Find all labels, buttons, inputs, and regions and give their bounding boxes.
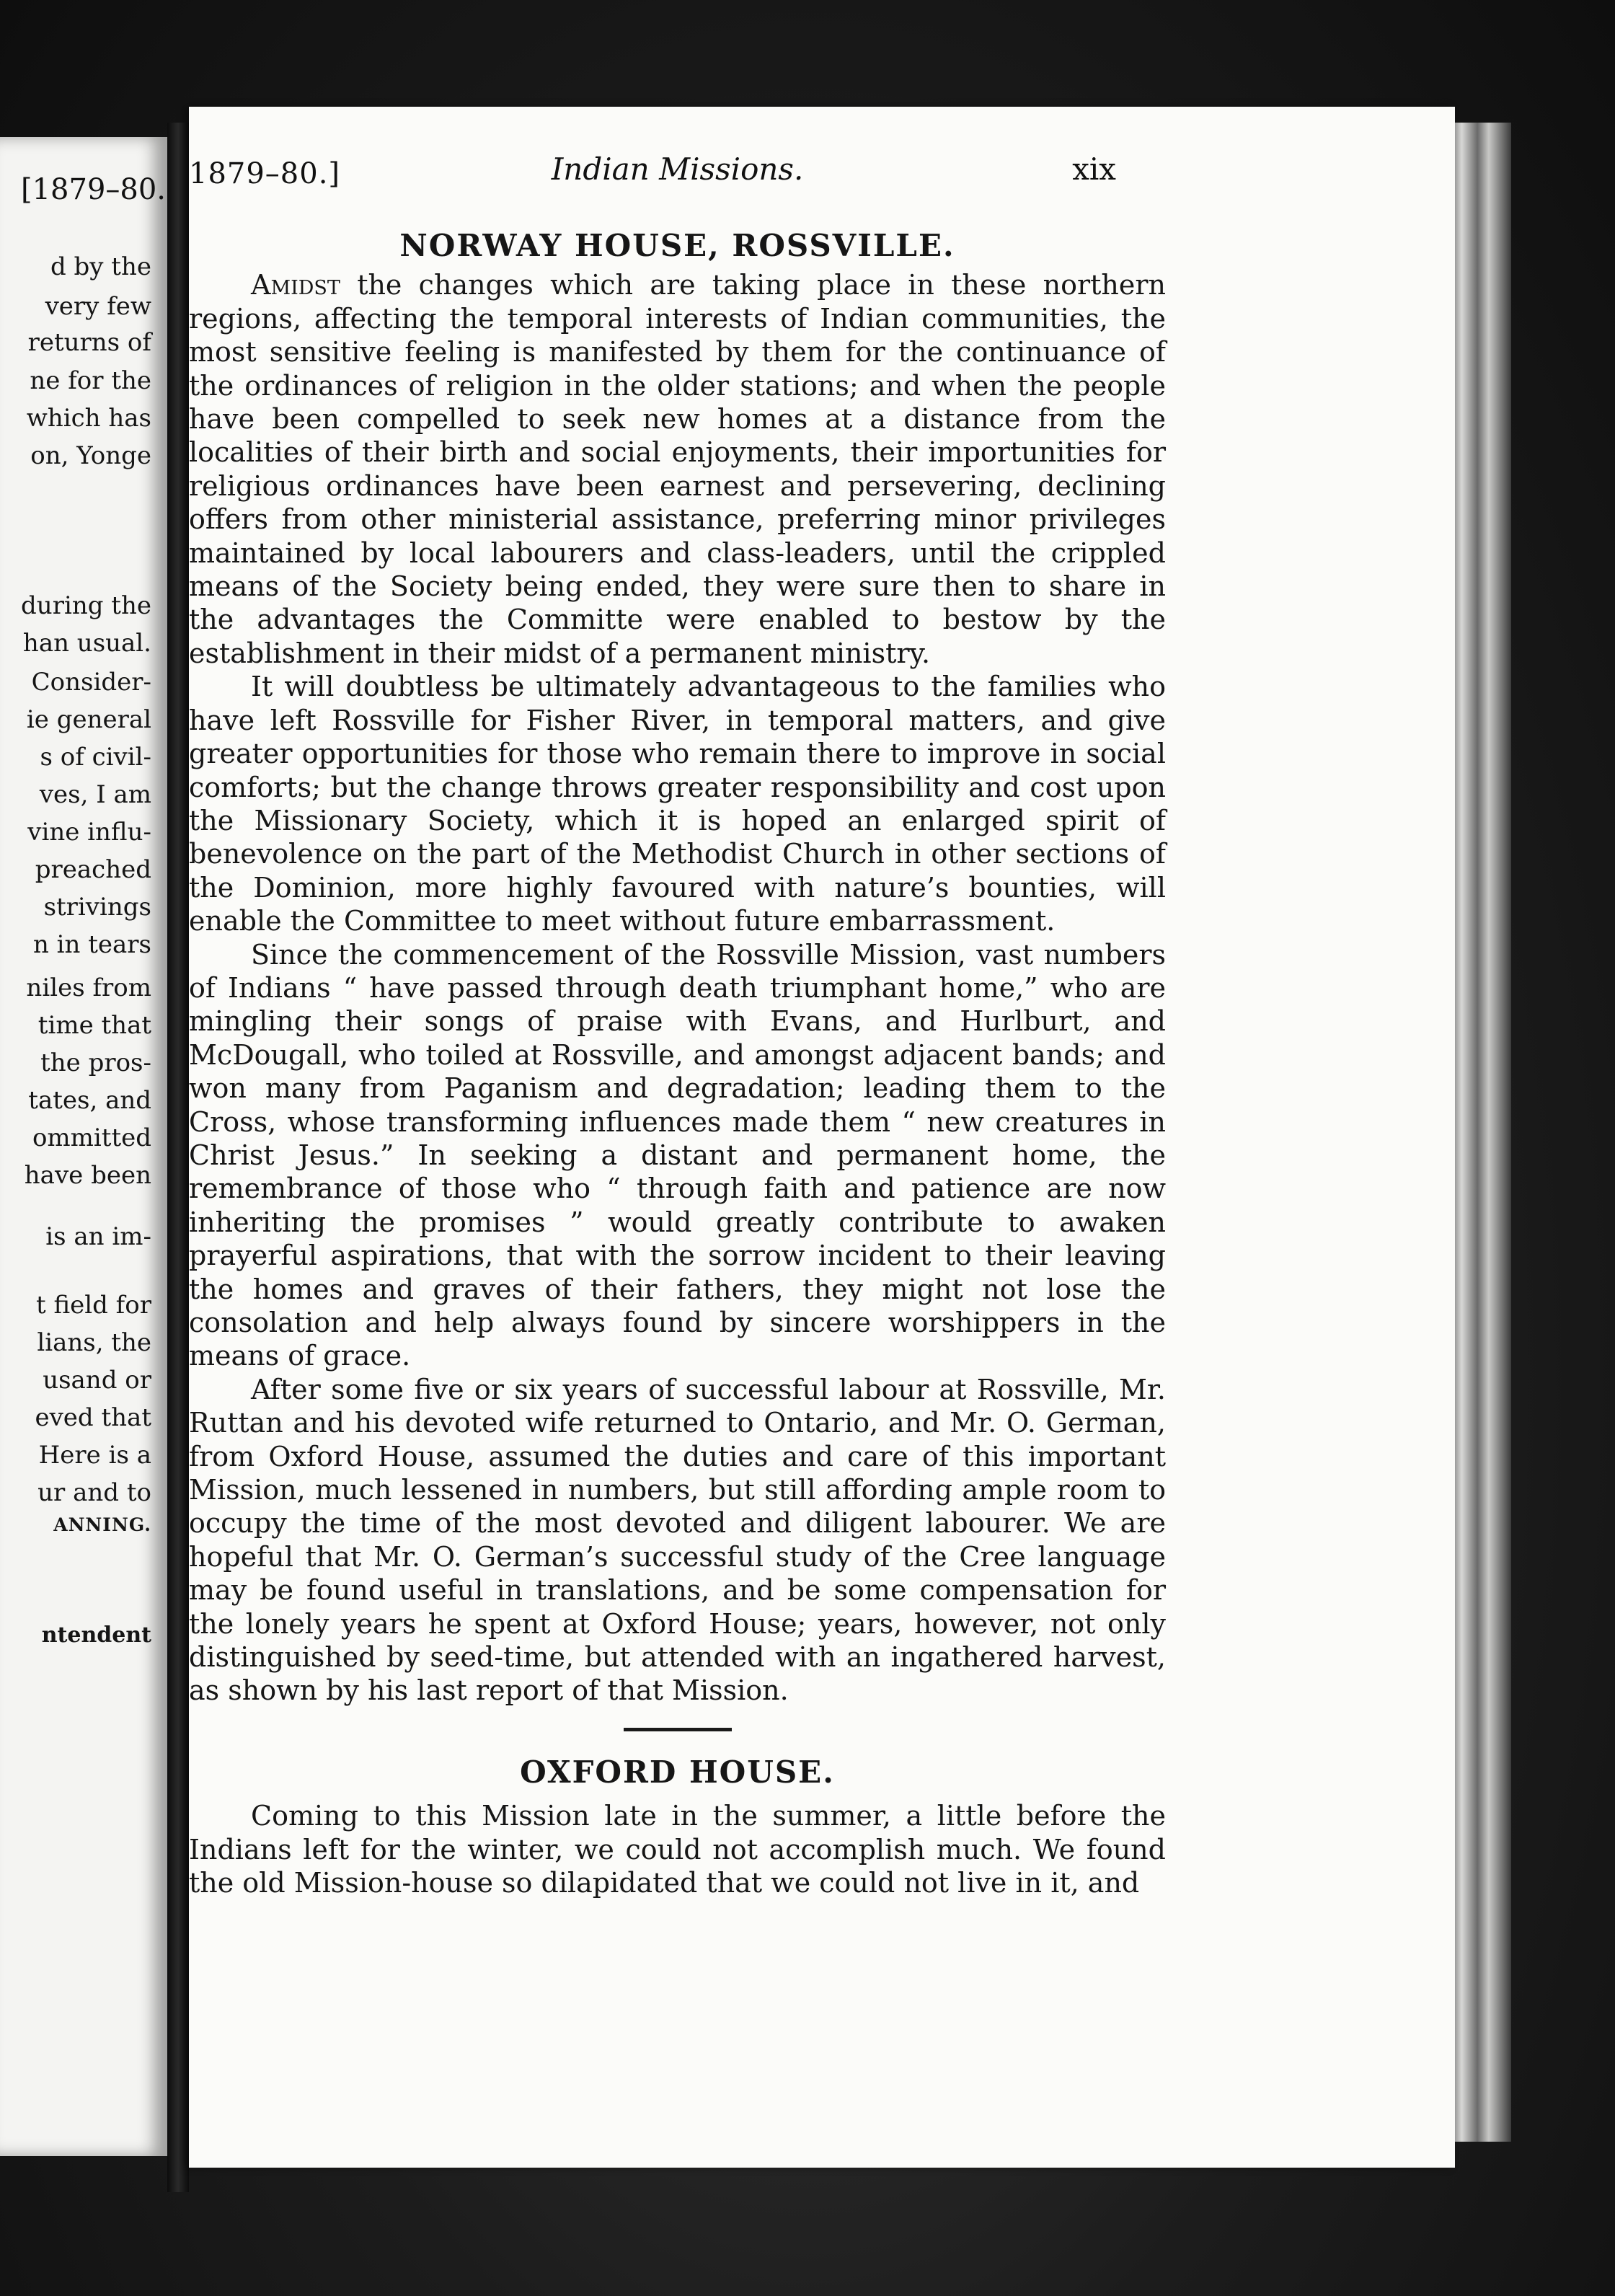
left-page-line: Consider- — [31, 668, 151, 697]
page-edge-stack — [1455, 123, 1511, 2142]
paragraph: After some five or six years of successful labour at Rossville, Mr. Ruttan and his devoted wife returned to Ontario, and Mr. O. German, from Oxford House, assumed the duties and care of this important Mission, much lessened in numbers, but still affording ample room to occupy the time of the most devoted and diligent labourer. We are hopeful that Mr. O. German’s successful study of the Cree language may be found useful in translations, and be some compensation for the lonely years he spent at Oxford House; years, however, not only distinguished by seed-time, but attended with an ingathered harvest, as shown by his last report of that Mission. — [189, 1373, 1166, 1707]
right-page — [189, 107, 1455, 2168]
left-page-line: Here is a — [38, 1441, 151, 1470]
left-page-line: returns of — [27, 328, 151, 357]
left-page-line: which has — [26, 404, 151, 433]
main-text-column — [189, 229, 1166, 1900]
left-page-line: t field for — [35, 1291, 151, 1320]
left-page-line: on, Yonge — [30, 441, 151, 470]
paragraph: Coming to this Mission late in the summer, a little before the Indians left for the winter, we could not accomplish much. We found the old Mission-house so dilapidated that we could not live in it, and — [189, 1800, 1166, 1899]
left-page-line: ntendent — [41, 1622, 151, 1648]
left-page-line: lians, the — [37, 1328, 151, 1357]
running-head-date: 1879–80.] — [189, 157, 341, 190]
left-page-line: have been — [24, 1161, 151, 1190]
left-page-line: ommitted — [32, 1123, 151, 1152]
left-page-line: s of civil- — [40, 743, 151, 772]
section-divider — [624, 1728, 732, 1731]
page-number: xix — [1072, 151, 1116, 187]
left-page-line: usand or — [43, 1366, 151, 1395]
left-page-line: ves, I am — [39, 780, 151, 809]
paragraph: Since the commencement of the Rossville Mission, vast numbers of Indians “ have passed through death triumphant home,” who are mingling their songs of praise with Evans, and Hurlburt, and McDougall, who toiled at Rossville, and amongst adjacent bands; and won many from Paganism and degradation; leading them to the Cross, whose transforming influences made them “ new creatures in Christ Jesus.” In seeking a distant and permanent home, the remembrance of those who “ through faith and patience are now inheriting the promises ” would greatly contribute to awaken prayerful aspirations, that with the sorrow incident to their leaving the homes and graves of their fathers, they might not lose the consolation and help always found by sincere worshippers in the means of grace. — [189, 938, 1166, 1372]
left-page-line: d by the — [50, 252, 151, 281]
section-title-norway-house: NORWAY HOUSE, ROSSVILLE. — [399, 228, 955, 263]
left-running-head: [1879–80. — [20, 173, 166, 206]
running-head — [189, 151, 1455, 195]
left-page-line: tates, and — [28, 1086, 151, 1115]
book-gutter — [167, 123, 189, 2192]
left-page-line: ANNING. — [53, 1514, 151, 1535]
left-page-line: ie general — [26, 705, 151, 734]
left-page-line: very few — [45, 292, 151, 321]
left-page-line: niles from — [26, 973, 151, 1002]
left-page-line: preached — [35, 855, 151, 884]
running-head-title: Indian Missions. — [551, 151, 804, 187]
lead-word: Amidst — [251, 269, 340, 301]
left-page-line: ur and to — [37, 1478, 151, 1507]
left-page-line: time that — [37, 1011, 151, 1040]
paragraph: Amidst the changes which are taking place in these northern regions, affecting the temporal interests of Indian communities, the most sensitive feeling is manifested by them for the continuance of the ordinances of religion in the older stations; and when the people have been compelled to seek new homes at a distance from the localities of their birth and social enjoyments, their importunities for religious ordinances have been earnest and persevering, declining offers from other ministerial assistance, preferring minor privileges maintained by local labourers and class-leaders, until the crippled means of the Society being ended, they were sure then to share in the advantages the Committe were enabled to bestow by the establishment in their midst of a permanent ministry. — [189, 269, 1166, 669]
left-page-fragment — [0, 137, 167, 2156]
left-page-line: during the — [21, 591, 151, 620]
left-page-line: is an im- — [45, 1222, 151, 1251]
left-page-line: ne for the — [30, 366, 151, 395]
left-page-line: the pros- — [40, 1048, 151, 1077]
left-page-line: strivings — [43, 893, 151, 922]
left-page-line: vine influ- — [27, 818, 151, 847]
left-page-line: eved that — [35, 1403, 151, 1432]
paragraph: It will doubtless be ultimately advantageous to the families who have left Rossville for Fisher River, in temporal matters, and give greater opportunities for those who remain there to improve in social comforts; but the change throws greater responsibility and cost upon the Missionary Society, which it is hoped an enlarged spirit of benevolence on the part of the Methodist Church in other sections of the Dominion, more highly favoured with nature’s bounties, will enable the Committee to meet without future embarrassment. — [189, 671, 1166, 937]
left-page-line: han usual. — [22, 629, 151, 658]
section-title-oxford-house: OXFORD HOUSE. — [520, 1754, 835, 1790]
left-page-line: n in tears — [32, 930, 151, 959]
